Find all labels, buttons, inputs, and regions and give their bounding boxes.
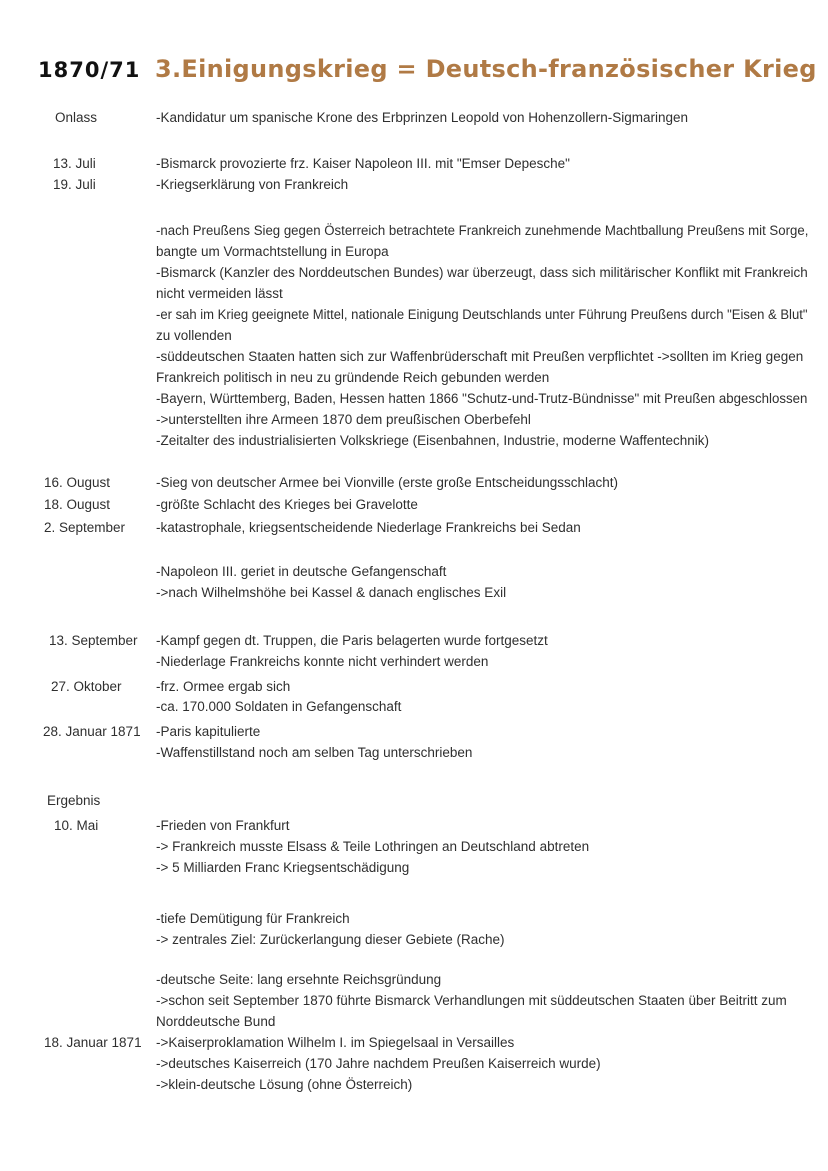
label-anlass: Onlass <box>55 110 98 125</box>
text-line: -nach Preußens Sieg gegen Österreich betrachtete Frankreich zunehmende Machtballung Preußens mit Sorge, <box>156 223 809 238</box>
text-line: Norddeutsche Bund <box>156 1014 276 1029</box>
text-line: Frankreich politisch in neu zu gründende Reich gebunden werden <box>156 370 550 385</box>
text-line: -Kriegserklärung von Frankreich <box>156 177 349 192</box>
label-28-januar-1871: 28. Januar 1871 <box>43 724 141 739</box>
text-line: -Paris kapitulierte <box>156 724 261 739</box>
text-line: -Frieden von Frankfurt <box>156 818 290 833</box>
text-line: -ca. 170.000 Soldaten in Gefangenschaft <box>156 699 402 714</box>
label-13-juli: 13. Juli <box>53 156 96 171</box>
text-line: -frz. Ormee ergab sich <box>156 679 291 694</box>
text-line: -Kandidatur um spanische Krone des Erbprinzen Leopold von Hohenzollern-Sigmaringen <box>156 110 689 125</box>
text-line: -Sieg von deutscher Armee bei Vionville (erste große Entscheidungsschlacht) <box>156 475 618 490</box>
text-line: ->deutsches Kaiserreich (170 Jahre nachdem Preußen Kaiserreich wurde) <box>156 1056 601 1071</box>
text-line: bangte um Vormachtstellung in Europa <box>156 244 389 259</box>
label-19-juli: 19. Juli <box>53 177 96 192</box>
text-line: -deutsche Seite: lang ersehnte Reichsgründung <box>156 972 442 987</box>
label-18-januar-1871: 18. Januar 1871 <box>44 1035 142 1050</box>
text-line: ->Kaiserproklamation Wilhelm I. im Spiegelsaal in Versailles <box>156 1035 515 1050</box>
text-line: -tiefe Demütigung für Frankreich <box>156 911 350 926</box>
text-line: -Kampf gegen dt. Truppen, die Paris belagerten wurde fortgesetzt <box>156 633 548 648</box>
label-2-september: 2. September <box>44 520 126 535</box>
text-line: -> Frankreich musste Elsass & Teile Lothringen an Deutschland abtreten <box>156 839 590 854</box>
text-line: -Bismarck (Kanzler des Norddeutschen Bundes) war überzeugt, dass sich militärischer Konflikt mit Frankreich <box>156 265 808 280</box>
text-line: ->nach Wilhelmshöhe bei Kassel & danach englisches Exil <box>156 585 507 600</box>
label-10-mai: 10. Mai <box>54 818 99 833</box>
text-line: -süddeutschen Staaten hatten sich zur Waffenbrüderschaft mit Preußen verpflichtet ->sollten im Krieg gegen <box>156 349 804 364</box>
text-line: -katastrophale, kriegsentscheidende Niederlage Frankreichs bei Sedan <box>156 520 581 535</box>
label-13-september: 13. September <box>49 633 138 648</box>
text-line: ->klein-deutsche Lösung (ohne Österreich) <box>156 1077 413 1092</box>
text-line: -größte Schlacht des Krieges bei Gravelotte <box>156 497 418 512</box>
label-18-august: 18. Ougust <box>44 497 111 512</box>
text-line: -> zentrales Ziel: Zurückerlangung dieser Gebiete (Rache) <box>156 932 505 947</box>
page-title: 3.Einigungskrieg = Deutsch-französischer Krieg <box>155 55 817 83</box>
text-line: -> 5 Milliarden Franc Kriegsentschädigung <box>156 860 410 875</box>
label-16-august: 16. Ougust <box>44 475 111 490</box>
text-line: -Zeitalter des industrialisierten Volkskriege (Eisenbahnen, Industrie, moderne Waffentechnik) <box>156 433 710 448</box>
text-line: -Napoleon III. geriet in deutsche Gefangenschaft <box>156 564 447 579</box>
label-ergebnis: Ergebnis <box>47 793 101 808</box>
text-line: ->unterstellten ihre Armeen 1870 dem preußischen Oberbefehl <box>156 412 531 427</box>
title-year: 1870/71 <box>38 58 141 82</box>
label-27-oktober: 27. Oktober <box>51 679 122 694</box>
text-line: -Bayern, Württemberg, Baden, Hessen hatten 1866 "Schutz-und-Trutz-Bündnisse" mit Preußen abgeschlossen <box>156 391 808 406</box>
text-line: -Bismarck provozierte frz. Kaiser Napoleon III. mit "Emser Depesche" <box>156 156 570 171</box>
text-line: -Niederlage Frankreichs konnte nicht verhindert werden <box>156 654 489 669</box>
text-line: -er sah im Krieg geeignete Mittel, nationale Einigung Deutschlands unter Führung Preußens durch "Eisen & Blut" <box>156 307 808 322</box>
text-line: -Waffenstillstand noch am selben Tag unterschrieben <box>156 745 473 760</box>
text-line: zu vollenden <box>156 328 232 343</box>
text-line: ->schon seit September 1870 führte Bismarck Verhandlungen mit süddeutschen Staaten über Beitritt zum <box>156 993 787 1008</box>
text-line: nicht vermeiden lässt <box>156 286 283 301</box>
